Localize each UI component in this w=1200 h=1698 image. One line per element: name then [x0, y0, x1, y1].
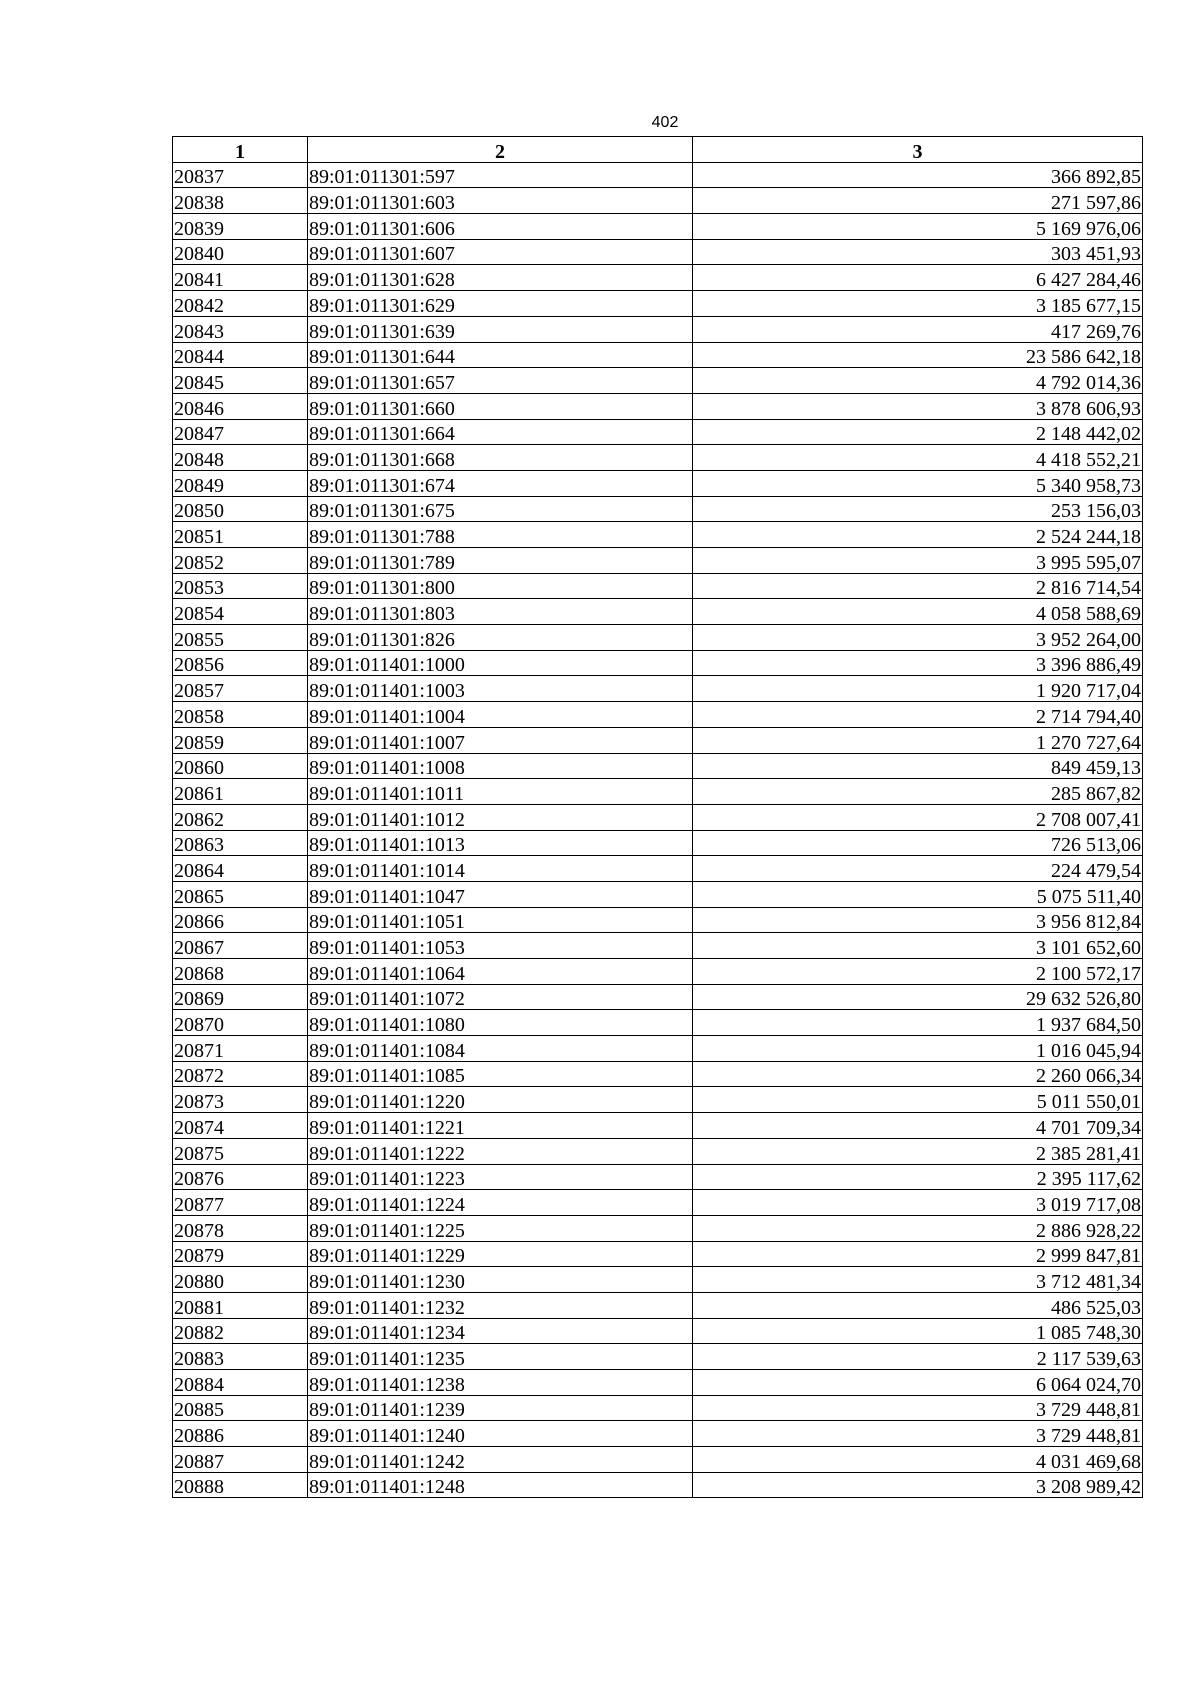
cadastral-value: 4 701 709,34: [693, 1113, 1143, 1139]
cadastral-value: 23 586 642,18: [693, 342, 1143, 368]
table-row: [173, 702, 1143, 728]
row-number: 20881: [173, 1292, 308, 1318]
row-number: 20840: [173, 239, 308, 265]
cadastral-value: 3 729 448,81: [693, 1395, 1143, 1421]
cadastral-value: 253 156,03: [693, 496, 1143, 522]
row-number: 20866: [173, 907, 308, 933]
cadastral-number: 89:01:011401:1000: [308, 650, 693, 676]
cadastral-number: 89:01:011301:628: [308, 265, 693, 291]
cadastral-number: 89:01:011301:639: [308, 316, 693, 342]
cadastral-value: 3 956 812,84: [693, 907, 1143, 933]
row-number: 20860: [173, 753, 308, 779]
cadastral-value: 5 340 958,73: [693, 470, 1143, 496]
table-row: [173, 316, 1143, 342]
column-header-2: 2: [308, 137, 693, 163]
row-number: 20856: [173, 650, 308, 676]
cadastral-number: 89:01:011301:675: [308, 496, 693, 522]
row-number: 20874: [173, 1113, 308, 1139]
cadastral-number: 89:01:011401:1225: [308, 1215, 693, 1241]
table-row: [173, 933, 1143, 959]
cadastral-value: 303 451,93: [693, 239, 1143, 265]
cadastral-number: 89:01:011401:1223: [308, 1164, 693, 1190]
cadastral-value: 3 878 606,93: [693, 393, 1143, 419]
cadastral-value: 5 011 550,01: [693, 1087, 1143, 1113]
cadastral-value: 29 632 526,80: [693, 984, 1143, 1010]
cadastral-number: 89:01:011301:607: [308, 239, 693, 265]
table-row: [173, 1267, 1143, 1293]
cadastral-value: 271 597,86: [693, 188, 1143, 214]
cadastral-number: 89:01:011301:606: [308, 214, 693, 240]
table-row: [173, 548, 1143, 574]
cadastral-value: 2 117 539,63: [693, 1344, 1143, 1370]
cadastral-value: 2 100 572,17: [693, 959, 1143, 985]
cadastral-number: 89:01:011401:1014: [308, 856, 693, 882]
header-row: [173, 137, 1143, 163]
row-number: 20884: [173, 1370, 308, 1396]
table-row: [173, 291, 1143, 317]
table-row: [173, 1447, 1143, 1473]
cadastral-value: 4 058 588,69: [693, 599, 1143, 625]
table-row: [173, 1241, 1143, 1267]
row-number: 20886: [173, 1421, 308, 1447]
row-number: 20853: [173, 573, 308, 599]
cadastral-value: 3 019 717,08: [693, 1190, 1143, 1216]
row-number: 20878: [173, 1215, 308, 1241]
row-number: 20862: [173, 804, 308, 830]
table-row: [173, 1036, 1143, 1062]
cadastral-number: 89:01:011401:1235: [308, 1344, 693, 1370]
cadastral-number: 89:01:011401:1080: [308, 1010, 693, 1036]
row-number: 20839: [173, 214, 308, 240]
table-row: [173, 727, 1143, 753]
cadastral-number: 89:01:011401:1232: [308, 1292, 693, 1318]
cadastral-value: 224 479,54: [693, 856, 1143, 882]
row-number: 20887: [173, 1447, 308, 1473]
cadastral-value: 417 269,76: [693, 316, 1143, 342]
cadastral-value: 2 714 794,40: [693, 702, 1143, 728]
table-row: [173, 1190, 1143, 1216]
row-number: 20849: [173, 470, 308, 496]
row-number: 20863: [173, 830, 308, 856]
cadastral-number: 89:01:011401:1072: [308, 984, 693, 1010]
cadastral-number: 89:01:011301:668: [308, 445, 693, 471]
cadastral-number: 89:01:011401:1051: [308, 907, 693, 933]
table-row: [173, 496, 1143, 522]
row-number: 20848: [173, 445, 308, 471]
cadastral-value: 2 395 117,62: [693, 1164, 1143, 1190]
cadastral-value: 2 886 928,22: [693, 1215, 1143, 1241]
cadastral-number: 89:01:011401:1011: [308, 779, 693, 805]
cadastral-value: 5 075 511,40: [693, 881, 1143, 907]
column-header-1: 1: [173, 137, 308, 163]
row-number: 20850: [173, 496, 308, 522]
cadastral-value: 3 952 264,00: [693, 625, 1143, 651]
cadastral-number: 89:01:011301:597: [308, 162, 693, 188]
table-row: [173, 650, 1143, 676]
row-number: 20857: [173, 676, 308, 702]
cadastral-value: 3 729 448,81: [693, 1421, 1143, 1447]
table-header: [173, 137, 1143, 163]
cadastral-value: 4 031 469,68: [693, 1447, 1143, 1473]
cadastral-number: 89:01:011401:1229: [308, 1241, 693, 1267]
cadastral-value: 3 101 652,60: [693, 933, 1143, 959]
cadastral-number: 89:01:011401:1084: [308, 1036, 693, 1062]
cadastral-number: 89:01:011401:1248: [308, 1472, 693, 1498]
row-number: 20845: [173, 368, 308, 394]
cadastral-value: 3 712 481,34: [693, 1267, 1143, 1293]
cadastral-number: 89:01:011401:1240: [308, 1421, 693, 1447]
column-header-3: 3: [693, 137, 1143, 163]
cadastral-value: 1 016 045,94: [693, 1036, 1143, 1062]
row-number: 20885: [173, 1395, 308, 1421]
row-number: 20851: [173, 522, 308, 548]
row-number: 20846: [173, 393, 308, 419]
table-row: [173, 1087, 1143, 1113]
cadastral-value: 366 892,85: [693, 162, 1143, 188]
cadastral-value: 2 524 244,18: [693, 522, 1143, 548]
cadastral-number: 89:01:011401:1242: [308, 1447, 693, 1473]
cadastral-value: 2 385 281,41: [693, 1138, 1143, 1164]
row-number: 20880: [173, 1267, 308, 1293]
table-row: [173, 1061, 1143, 1087]
cadastral-number: 89:01:011301:674: [308, 470, 693, 496]
table-row: [173, 1395, 1143, 1421]
row-number: 20859: [173, 727, 308, 753]
table-row: [173, 1472, 1143, 1498]
row-number: 20871: [173, 1036, 308, 1062]
cadastral-number: 89:01:011401:1064: [308, 959, 693, 985]
row-number: 20865: [173, 881, 308, 907]
table-row: [173, 1292, 1143, 1318]
cadastral-value: 1 085 748,30: [693, 1318, 1143, 1344]
row-number: 20847: [173, 419, 308, 445]
table-row: [173, 804, 1143, 830]
cadastral-number: 89:01:011401:1008: [308, 753, 693, 779]
cadastral-number: 89:01:011301:826: [308, 625, 693, 651]
table-row: [173, 599, 1143, 625]
row-number: 20864: [173, 856, 308, 882]
cadastral-number: 89:01:011401:1230: [308, 1267, 693, 1293]
table-row: [173, 368, 1143, 394]
cadastral-value: 3 396 886,49: [693, 650, 1143, 676]
cadastral-number: 89:01:011301:644: [308, 342, 693, 368]
cadastral-number: 89:01:011301:788: [308, 522, 693, 548]
cadastral-number: 89:01:011401:1085: [308, 1061, 693, 1087]
row-number: 20842: [173, 291, 308, 317]
table-row: [173, 470, 1143, 496]
table-row: [173, 1318, 1143, 1344]
cadastral-value: 2 260 066,34: [693, 1061, 1143, 1087]
cadastral-value: 6 064 024,70: [693, 1370, 1143, 1396]
table-row: [173, 214, 1143, 240]
cadastral-number: 89:01:011401:1003: [308, 676, 693, 702]
page-number: 402: [651, 114, 679, 131]
cadastral-value: 849 459,13: [693, 753, 1143, 779]
table-row: [173, 1164, 1143, 1190]
row-number: 20868: [173, 959, 308, 985]
row-number: 20872: [173, 1061, 308, 1087]
cadastral-number: 89:01:011301:789: [308, 548, 693, 574]
row-number: 20858: [173, 702, 308, 728]
cadastral-value: 5 169 976,06: [693, 214, 1143, 240]
table-row: [173, 830, 1143, 856]
row-number: 20841: [173, 265, 308, 291]
table-row: [173, 419, 1143, 445]
cadastral-number: 89:01:011401:1224: [308, 1190, 693, 1216]
row-number: 20838: [173, 188, 308, 214]
cadastral-value: 285 867,82: [693, 779, 1143, 805]
cadastral-value: 3 208 989,42: [693, 1472, 1143, 1498]
table-row: [173, 881, 1143, 907]
row-number: 20888: [173, 1472, 308, 1498]
cadastral-value: 2 999 847,81: [693, 1241, 1143, 1267]
cadastral-number: 89:01:011401:1222: [308, 1138, 693, 1164]
cadastral-value: 3 995 595,07: [693, 548, 1143, 574]
cadastral-number: 89:01:011401:1234: [308, 1318, 693, 1344]
cadastral-number: 89:01:011301:660: [308, 393, 693, 419]
cadastral-number: 89:01:011401:1007: [308, 727, 693, 753]
cadastral-number: 89:01:011401:1012: [308, 804, 693, 830]
cadastral-number: 89:01:011301:603: [308, 188, 693, 214]
table-row: [173, 676, 1143, 702]
cadastral-value: 726 513,06: [693, 830, 1143, 856]
table-row: [173, 1344, 1143, 1370]
row-number: 20867: [173, 933, 308, 959]
cadastral-value: 486 525,03: [693, 1292, 1143, 1318]
table-row: [173, 959, 1143, 985]
table-row: [173, 239, 1143, 265]
cadastral-value: 1 937 684,50: [693, 1010, 1143, 1036]
cadastral-number: 89:01:011401:1013: [308, 830, 693, 856]
table-row: [173, 162, 1143, 188]
table-row: [173, 342, 1143, 368]
table-row: [173, 779, 1143, 805]
table-row: [173, 1010, 1143, 1036]
row-number: 20882: [173, 1318, 308, 1344]
cadastral-value: 1 270 727,64: [693, 727, 1143, 753]
table-row: [173, 856, 1143, 882]
row-number: 20861: [173, 779, 308, 805]
row-number: 20876: [173, 1164, 308, 1190]
cadastral-number: 89:01:011401:1047: [308, 881, 693, 907]
row-number: 20843: [173, 316, 308, 342]
row-number: 20844: [173, 342, 308, 368]
table-row: [173, 907, 1143, 933]
table-row: [173, 753, 1143, 779]
cadastral-value: 2 148 442,02: [693, 419, 1143, 445]
cadastral-value: 3 185 677,15: [693, 291, 1143, 317]
cadastral-number: 89:01:011301:664: [308, 419, 693, 445]
table-row: [173, 1215, 1143, 1241]
cadastral-number: 89:01:011401:1004: [308, 702, 693, 728]
row-number: 20870: [173, 1010, 308, 1036]
table-row: [173, 573, 1143, 599]
row-number: 20869: [173, 984, 308, 1010]
cadastral-number: 89:01:011401:1220: [308, 1087, 693, 1113]
cadastral-value-table: [172, 136, 1143, 1498]
cadastral-value: 1 920 717,04: [693, 676, 1143, 702]
row-number: 20837: [173, 162, 308, 188]
cadastral-value: 4 418 552,21: [693, 445, 1143, 471]
cadastral-number: 89:01:011401:1053: [308, 933, 693, 959]
row-number: 20875: [173, 1138, 308, 1164]
table-row: [173, 1421, 1143, 1447]
table-row: [173, 625, 1143, 651]
row-number: 20854: [173, 599, 308, 625]
row-number: 20873: [173, 1087, 308, 1113]
table-row: [173, 1370, 1143, 1396]
row-number: 20855: [173, 625, 308, 651]
table-row: [173, 188, 1143, 214]
row-number: 20883: [173, 1344, 308, 1370]
cadastral-value: 2 816 714,54: [693, 573, 1143, 599]
row-number: 20852: [173, 548, 308, 574]
table-row: [173, 984, 1143, 1010]
cadastral-value: 6 427 284,46: [693, 265, 1143, 291]
cadastral-number: 89:01:011401:1221: [308, 1113, 693, 1139]
cadastral-number: 89:01:011401:1238: [308, 1370, 693, 1396]
cadastral-number: 89:01:011301:800: [308, 573, 693, 599]
row-number: 20879: [173, 1241, 308, 1267]
row-number: 20877: [173, 1190, 308, 1216]
table-row: [173, 1113, 1143, 1139]
cadastral-number: 89:01:011301:803: [308, 599, 693, 625]
table-row: [173, 522, 1143, 548]
table-row: [173, 1138, 1143, 1164]
cadastral-value: 2 708 007,41: [693, 804, 1143, 830]
cadastral-number: 89:01:011401:1239: [308, 1395, 693, 1421]
cadastral-number: 89:01:011301:629: [308, 291, 693, 317]
table-row: [173, 393, 1143, 419]
table-body: [173, 162, 1143, 1498]
table-row: [173, 265, 1143, 291]
table-row: [173, 445, 1143, 471]
cadastral-value: 4 792 014,36: [693, 368, 1143, 394]
cadastral-number: 89:01:011301:657: [308, 368, 693, 394]
